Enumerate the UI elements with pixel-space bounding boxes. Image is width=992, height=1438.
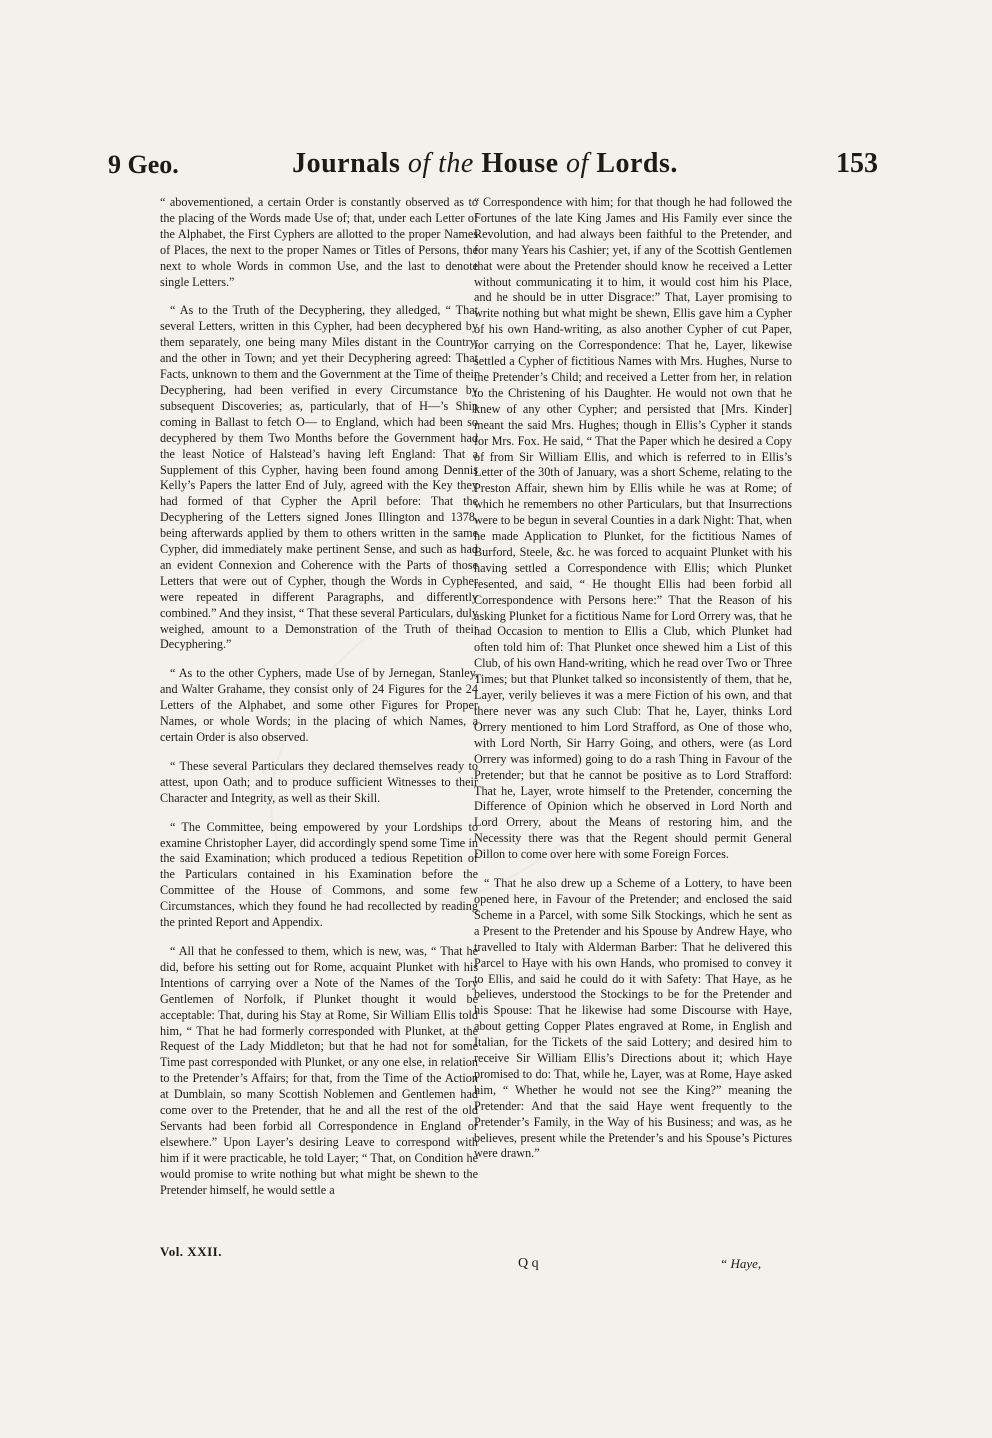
title-word-house: House [481, 148, 559, 179]
page-title [100, 148, 870, 180]
title-word-journals: Journals [292, 148, 401, 179]
volume-label: Vol. XXII. [160, 1244, 222, 1259]
catchword: “ Haye, [720, 1256, 762, 1271]
title-word-of-2: of [566, 148, 589, 179]
paragraph: “ The Committee, being empowered by your Lordships to examine Christopher Layer, did accordingly spend some Time in the said Examination; which produced a tedious Repetition of the Particulars contained in his Examination before the Committee of the House of Commons, and some few Circumstances, which they found he had recollected by reading the printed Report and Appendix. [160, 819, 478, 930]
paragraph: “ abovementioned, a certain Order is constantly observed as to the placing of the Words made Use of; that, under each Letter of the Alphabet, the First Cyphers are allotted to the proper Names of Places, the next to the proper Names or Titles of Persons, the next to whole Words in common Use, and the last to denote single Letters.” [160, 195, 478, 289]
regnal-year: 9 Geo. [108, 150, 179, 179]
title-word-lords: Lords. [596, 148, 678, 179]
paragraph: “ As to the Truth of the Decyphering, they alledged, “ That several Letters, written in this Cypher, had been decyphered by them separately, one being many Miles distant in the Country, and the other in Town; and yet their Decyphering agreed: That Facts, unknown to them and the Government at the Time of their Decyphering, had been verified in every Circumstance by subsequent Discoveries; as, particularly, that of H—’s Ship coming in Ballast to fetch O— to England, which had been so decyphered by them Two Months before the Government had the least Notice of Halstead’s having left England: That a Supplement of this Cypher, having been found among Dennis Kelly’s Papers the latter End of July, agreed with the Key they had formed of that Cypher the April before: That the Decyphering of the Letters signed Jones Illington and 1378, being afterwards applied by them to others written in the same Cypher, did immediately make pertinent Sense, and such as had an evident Connexion and Coherence with the Parts of those Letters that were out of Cypher, though the Words in Cypher were repeated in different Paragraphs, and differently combined.” And they insist, “ That these several Particulars, duly weighed, amount to a Demonstration of the Truth of their Decyphering.” [160, 303, 478, 652]
page-number: 153 [836, 148, 878, 179]
running-header [100, 130, 878, 180]
right-column [474, 195, 792, 1175]
paragraph: “ All that he confessed to them, which is new, was, “ That he did, before his setting out for Rome, acquaint Plunket with his Intentions of carrying over a Note of the Names of the Tory Gentlemen of Norfolk, if Plunket thought it would be acceptable: That, during his Stay at Rome, Sir William Ellis told him, “ That he had formerly corresponded with Plunket, at the Request of the Lady Middleton; but that he had not for some Time past corresponded with Plunket, or any one else, in relation to the Pretender’s Affairs; for that, from the Time of the Action at Dumblain, so many Scottish Noblemen and Gentlemen had come over to the Pretender, that he and all the rest of the old Servants had been forbid all Correspondence in England or elsewhere.” Upon Layer’s desiring Leave to correspond with him if it were practicable, he told Layer; “ That, on Condition he would promise to write nothing but what might be shewn to the Pretender himself, he would settle a [160, 943, 478, 1197]
paragraph: “ Correspondence with him; for that though he had followed the Fortunes of the late King James and His Family ever since the Revolution, and had always been faithful to the Pretender, and for many Years his Cashier; yet, if any of the Scottish Gentlemen that were about the Pretender should know he received a Letter without communicating it to him, it would cost him his Place, and he should be in utter Disgrace:” That, Layer promising to write nothing but what might be shewn, Ellis gave him a Cypher of his own Hand-writing, as also another Cypher of cut Paper, for carrying on the Correspondence: That he, Layer, likewise settled a Cypher of fictitious Names with Mrs. Hughes, Nurse to the Pretender’s Child; and received a Letter from her, in relation to the Christening of his Daughter. He would not own that he knew of any other Cypher; and persisted that [Mrs. Kinder] meant the said Mrs. Hughes; though in Ellis’s Cypher it stands for Mrs. Fox. He said, “ That the Paper which he desired a Copy of from Sir William Ellis, and which is referred to in Ellis’s Letter of the 30th of January, was a short Scheme, relating to the Preston Affair, shewn him by Ellis while he was at Rome; of which he remembers no other Particulars, but that Insurrections were to be begun in several Counties in a dark Night: That, when he made Application to Plunket, for the fictitious Names of Burford, Steele, &c. he was forced to acquaint Plunket with his having settled a Correspondence with Ellis; which Plunket resented, and said, “ He thought Ellis had been forbid all Correspondence with Persons here:” That the Reason of his asking Plunket for a fictitious Name for Lord Orrery was, that he had Occasion to mention to Ellis a Club, which Plunket had often told him of: That Plunket once shewed him a List of this Club, of his own Hand-writing, which he read over Two or Three Times; but that Plunket talked so inconsistently of them, that he, Layer, verily believes it was a mere Fiction of his own, and that there never was any such Club: That he, Layer, thinks Lord Orrery mentioned to him Lord Strafford, as One of those who, with Lord North, Sir Harry Going, and others, were (as Lord Orrery was informed) going to do a rash Thing in Favour of the Pretender; but that he cannot be positive as to Lord Strafford: That he, Layer, wrote himself to the Pretender, concerning the Difference of Opinion which he observed in Lord North and Lord Orrery, about the Means of restoring him, and the Necessity there was that the Regent should permit General Dillon to come over here with some Foreign Forces. [474, 195, 792, 862]
title-word-of: of [407, 148, 431, 179]
paragraph: “ As to the other Cyphers, made Use of by Jernegan, Stanley, and Walter Grahame, they consist only of 24 Figures for the 24 Letters of the Alphabet, and some other Figures for Proper Names, or whole Words; in the placing of which Names, a certain Order is also observed. [160, 666, 478, 744]
title-word-the: the [438, 148, 474, 179]
paragraph: “ That he also drew up a Scheme of a Lottery, to have been opened here, in Favour of the Pretender; and enclosed the said Scheme in a Parcel, with some Silk Stockings, which he sent as a Present to the Pretender and his Spouse by Andrew Haye, who travelled to Italy with Alderman Barber: That he delivered this Parcel to Haye with his own Hands, who promised to convey it to Ellis, and said he could do it with Safety: That Haye, as he believes, understood the Stockings to be for the Pretender and his Spouse: That he likewise had some Discourse with Haye, about getting Copper Plates engraved at Rome, in English and Italian, for the Tickets of the said Lottery; and desired him to receive Sir William Ellis’s Directions about it; which Haye promised to do: That, while he, Layer, was at Rome, Haye asked him, “ Whether he would not see the King?” meaning the Pretender: And that the said Haye went frequently to the Pretender’s Family, in the Way of his Business; and was, as he believes, present while the Pretender’s and his Spouse’s Pictures were drawn.” [474, 876, 792, 1161]
left-column [160, 195, 478, 1211]
signature-mark: Q q [518, 1256, 539, 1271]
paragraph: “ These several Particulars they declared themselves ready to attest, upon Oath; and to produce sufficient Witnesses to their Character and Integrity, as well as their Skill. [160, 758, 478, 805]
